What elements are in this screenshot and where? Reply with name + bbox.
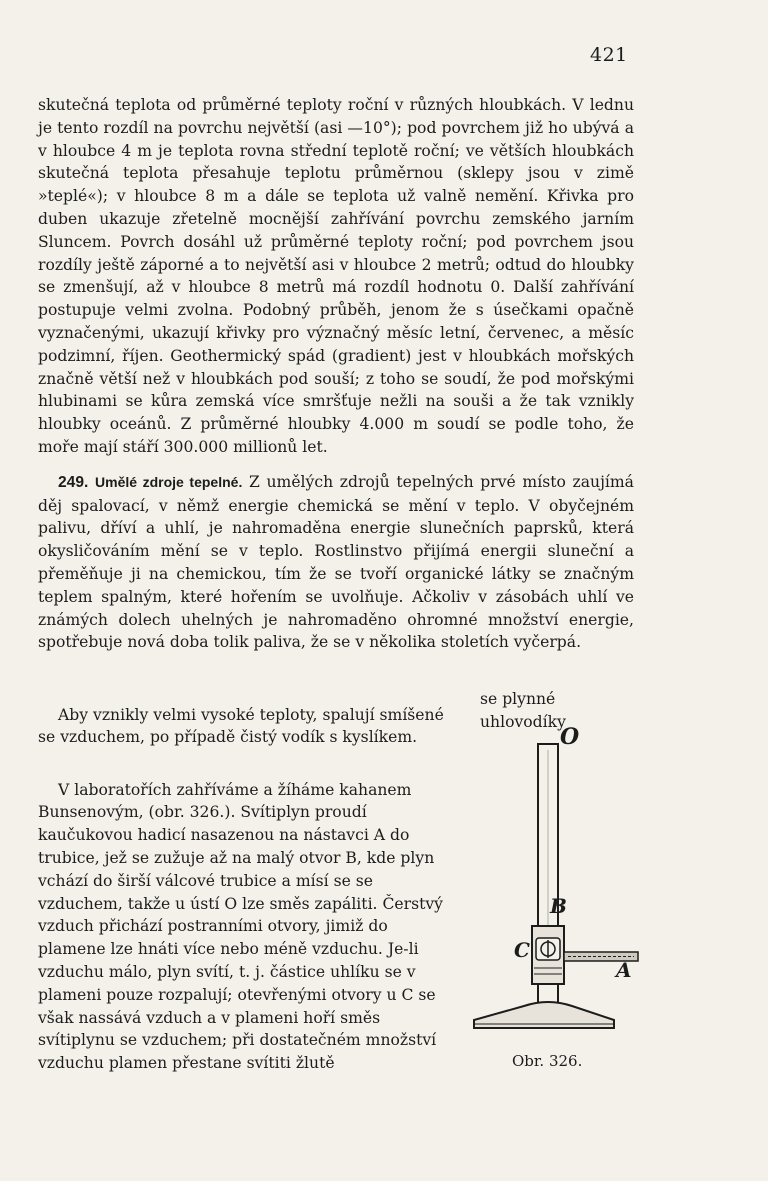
section-number: 249. xyxy=(58,473,89,491)
section-title: Umělé zdroje tepelné. xyxy=(95,473,243,490)
label-c: C xyxy=(514,938,530,962)
label-a: A xyxy=(616,958,632,982)
page-number: 421 xyxy=(590,44,628,66)
paragraph-high-temperatures-continued: se plynné uhlovodíky xyxy=(480,690,566,731)
bunsen-burner-drawing xyxy=(464,730,644,1050)
label-b: B xyxy=(550,894,567,918)
section-text: Z umělých zdrojů tepelných prvé místo zaujímá děj spalovací, v němž energie chemická se mění v teplo. V obyčejném palivu, dříví a uhlí, je nahromaděna energie slunečních paprsků, která okysličováním mění se v teplo. Rostlinstvo přijímá energii sluneční a přeměňuje ji na chemickou, tím že se tvoří organické látky se značným teplem spalným, které hořením se uvolňuje. Ačkoliv v zásobách uhlí ve známých dolech uhelných je nahromaděno ohromné množství energie, spotřebuje nová doba tolik paliva, že se v několika stoletích vyčerpá. xyxy=(38,472,634,652)
paragraph-temperature: skutečná teplota od průměrné teploty roční v různých hloubkách. V lednu je tento rozdíl na povrchu největší (asi —10°); pod povrchem již ho ubývá a v hloubce 4 m je teplota rovna střední teplotě roční; ve větších hloubkách skutečná teplota přesahuje teplotu průměrnou (sklepy jsou v zimě »teplé«); v hloubce 8 m a dále se teplota už valně nemění. Křivka pro duben ukazuje zřetelně mocnější zahřívání povrchu zemského jarním Sluncem. Povrch dosáhl už průměrné teploty roční; pod povrchem jsou rozdíly ještě záporné a to největší asi v hloubce 2 metrů; odtud do hloubky se zmenšují, až v hloubce 8 metrů má rozdíl hodnotu 0. Další zahřívání postupuje velmi zvolna. Podobný průběh, jenom že s úsečkami opačně vyznačenými, ukazují křivky pro význačný měsíc letní, červenec, a měsíc podzimní, říjen. Geothermický spád (gradient) jest v hloubkách mořských značně větší než v hloubkách pod souší; z toho se soudí, že pod mořskými hlubinami se kůra zemská více smršťuje nežli na souši a že tak vznikly hloubky oceánů. Z průměrné hloubky 4.000 m soudí se podle toho, že moře mají stáří 300.000 millionů let. xyxy=(38,96,634,456)
label-o: O xyxy=(560,724,580,750)
paragraph-bunsen-burner: V laboratořích zahříváme a žíháme kahanem Bunsenovým, (obr. 326.). Svítiplyn proudí kaučukovou hadicí nasazenou na nástavci A do trubice, jež se zužuje až na malý otvor B, kde plyn vchází do širší válcové trubice a mísí se se vzduchem, takže u ústí O lze směs zapáliti. Čerstvý vzduch přichází postranními otvory, jimiž do plamene lze hnáti více nebo méně vzduchu. Je-li vzduchu málo, plyn svítí, t. j. částice uhlíku se v plameni pouze rozpalují; otevřenými otvory u C se však nassává vzduch a v plameni hoří směs svítiplynu se vzduchem; při dostatečném množství vzduchu plamen přestane svítiti žlutě xyxy=(38,780,443,1073)
figure-caption: Obr. 326. xyxy=(512,1052,583,1070)
main-text xyxy=(38,94,634,654)
section-249 xyxy=(38,471,634,654)
bunsen-burner-figure xyxy=(464,724,644,1050)
paragraph-high-temperatures: Aby vznikly velmi vysoké teploty, spalují smíšené se vzduchem, po případě čistý vodík s kyslíkem. xyxy=(38,705,444,747)
